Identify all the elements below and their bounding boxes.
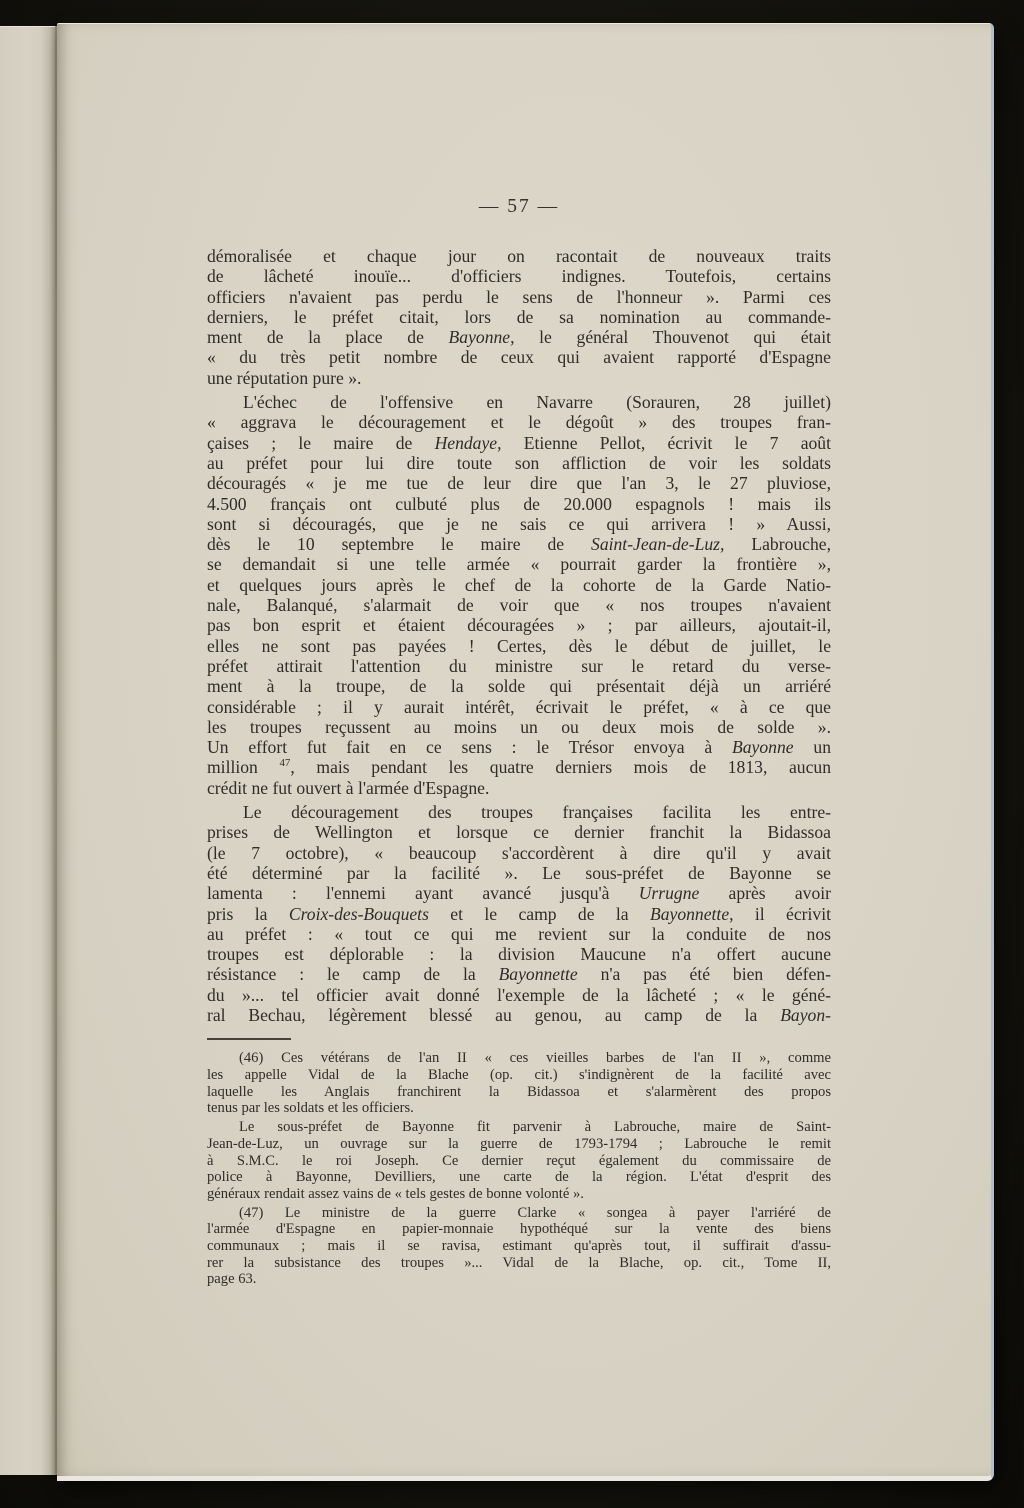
text-line: pas bon esprit et étaient découragées » ; par ailleurs, ajoutait-il, [207, 615, 831, 636]
text-line: page 63. [207, 1271, 257, 1288]
text-line: (47) Le ministre de la guerre Clarke « songea à payer l'arriéré de [239, 1204, 831, 1221]
text-line: dès le 10 septembre le maire de Saint-Jean-de-Luz, Labrouche, [207, 534, 831, 555]
page-number: — 57 — [478, 196, 560, 217]
text-line: million $^{47}$, mais pendant les quatre derniers mois de 1813, aucun [207, 757, 831, 778]
text-line: nale, Balanqué, s'alarmait de voir que « nos troupes n'avaient [207, 595, 831, 616]
footnote-separator [207, 1038, 291, 1040]
text-line: rer la subsistance des troupes »... Vidal de la Blache, op. cit., Tome II, [207, 1254, 831, 1271]
paragraph [207, 1050, 831, 1117]
text-line: crédit ne fut ouvert à l'armée d'Espagne. [207, 777, 490, 798]
body-text [207, 246, 831, 1288]
text-line: 4.500 français ont culbuté plus de 20.000 espagnols ! mais ils [207, 493, 831, 514]
text-line: pris la Croix-des-Bouquets et le camp de la Bayonnette, il écrivit [207, 903, 831, 924]
text-line: de lâcheté inouïe... d'officiers indignes. Toutefois, certains [207, 266, 831, 287]
text-line: communaux ; mais il se ravisa, estimant qu'après tout, il suffirait d'assu- [207, 1238, 831, 1255]
text-line: (le 7 octobre), « beaucoup s'accordèrent à dire qu'il y avait [207, 842, 831, 863]
text-line: considérable ; il y aurait intérêt, écrivait le préfet, « à ce que [207, 696, 831, 717]
text-line: ral Bechau, légèrement blessé au genou, au camp de la Bayon- [207, 1004, 831, 1025]
text-line: Un effort fut fait en ce sens : le Trésor envoya à Bayonne un [207, 737, 831, 758]
text-line: découragés « je me tue de leur dire que l'an 3, le 27 pluviose, [207, 473, 831, 494]
text-line: ment de la place de Bayonne, le général Thouvenot qui était [207, 327, 831, 348]
text-line: tenus par les soldats et les officiers. [207, 1100, 414, 1117]
text-line: résistance : le camp de la Bayonnette n'a pas été bien défen- [207, 964, 831, 985]
text-line: préfet attirait l'attention du ministre sur le retard du verse- [207, 655, 831, 676]
paragraph [207, 392, 831, 798]
text-line: (46) Ces vétérans de l'an II « ces vieilles barbes de l'an II », comme [239, 1050, 831, 1067]
text-line: laquelle les Anglais franchirent la Bidassoa et s'alarmèrent des propos [207, 1083, 831, 1100]
text-line: troupes est déplorable : la division Maucune n'a offert aucune [207, 944, 831, 965]
text-line: derniers, le préfet citait, lors de sa nomination au commande- [207, 306, 831, 327]
text-line: au préfet : « tout ce qui me revient sur la conduite de nos [207, 923, 831, 944]
text-line: Le découragement des troupes françaises facilita les entre- [243, 802, 831, 823]
text-line: au préfet pour lui dire toute son affliction de voir les soldats [207, 452, 831, 473]
left-page-fold [0, 26, 57, 1475]
text-line: se demandait si une telle armée « pourrait garder la frontière », [207, 554, 831, 575]
text-line: çaises ; le maire de Hendaye, Etienne Pellot, écrivit le 7 août [207, 432, 831, 453]
text-line: les appelle Vidal de la Blache (op. cit.) s'indignèrent de la facilité avec [207, 1066, 831, 1083]
paragraph [207, 1205, 831, 1289]
footnote-reference: 47 [279, 757, 291, 770]
paragraph [207, 246, 831, 388]
text-line: à S.M.C. le roi Joseph. Ce dernier reçut également du commissaire de [207, 1152, 831, 1169]
text-line: une réputation pure ». [207, 367, 362, 388]
text-line: officiers n'avaient pas perdu le sens de l'honneur ». Parmi ces [207, 286, 831, 307]
text-line: Le sous-préfet de Bayonne fit parvenir à Labrouche, maire de Saint- [239, 1119, 831, 1136]
text-line: « aggrava le découragement et le dégoût » des troupes fran- [207, 412, 831, 433]
paragraph [207, 1119, 831, 1203]
text-line: lamenta : l'ennemi ayant avancé jusqu'à Urrugne après avoir [207, 883, 831, 904]
text-line: Jean-de-Luz, un ouvrage sur la guerre de 1793-1794 ; Labrouche le remit [207, 1135, 831, 1152]
text-line: « du très petit nombre de ceux qui avaient rapporté d'Espagne [207, 347, 831, 368]
text-line: démoralisée et chaque jour on racontait de nouveaux traits [207, 246, 831, 266]
footnotes [207, 1050, 831, 1288]
text-line: l'armée d'Espagne en papier-monnaie hypothéqué sur la vente des biens [207, 1221, 831, 1238]
text-line: généraux rendait assez vains de « tels gestes de bonne volonté ». [207, 1185, 584, 1202]
text-line: et quelques jours après le chef de la cohorte de la Garde Natio- [207, 574, 831, 595]
text-line: police à Bayonne, Devilliers, une carte de la région. L'état d'esprit des [207, 1169, 831, 1186]
text-line: sont si découragés, que je ne sais ce qui arrivera ! » Aussi, [207, 513, 831, 534]
text-line: ment à la troupe, de la solde qui présentait déjà un arriéré [207, 676, 831, 697]
book-page [57, 23, 994, 1481]
text-line: L'échec de l'offensive en Navarre (Sorauren, 28 juillet) [243, 392, 831, 413]
text-line: prises de Wellington et lorsque ce dernier franchit la Bidassoa [207, 822, 831, 843]
text-line: elles ne sont pas payées ! Certes, dès le début de juillet, le [207, 635, 831, 656]
text-line: du »... tel officier avait donné l'exemple de la lâcheté ; « le géné- [207, 984, 831, 1005]
main-paragraphs [207, 246, 831, 1025]
text-line: les troupes reçussent au moins un ou deux mois de solde ». [207, 716, 831, 737]
paragraph [207, 802, 831, 1025]
text-line: été déterminé par la facilité ». Le sous-préfet de Bayonne se [207, 862, 831, 883]
